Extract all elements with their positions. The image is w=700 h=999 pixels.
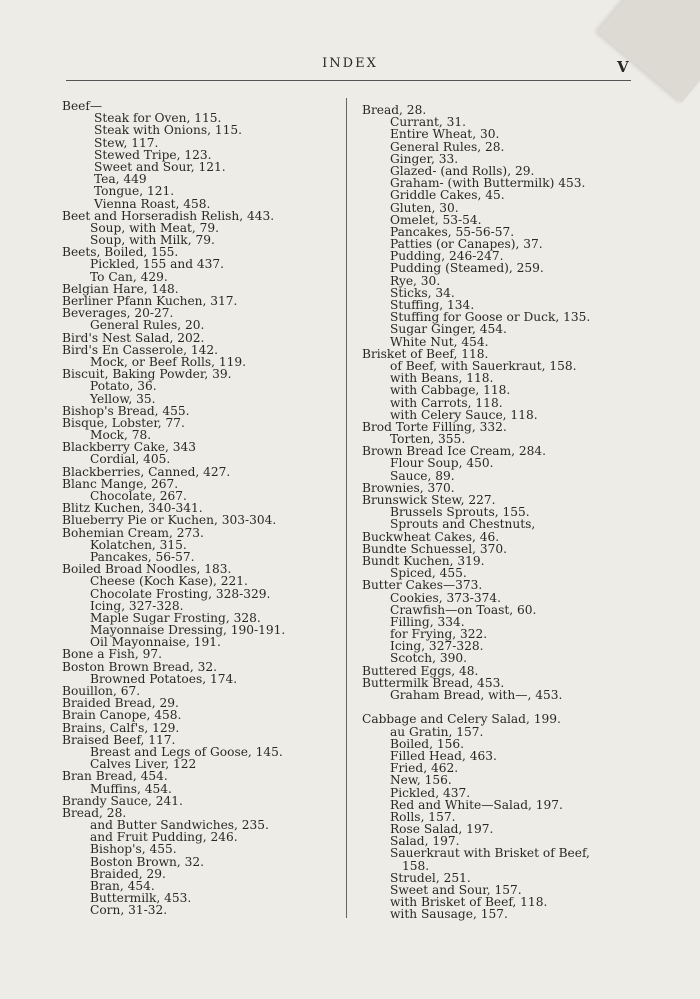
index-subentry: with Sausage, 157. — [390, 907, 508, 922]
index-subentry: 158. — [402, 858, 430, 873]
index-entry: Beets, Boiled, 155. — [62, 245, 179, 260]
index-subentry: Graham- (with Buttermilk) 453. — [390, 176, 586, 191]
index-subentry: Cheese (Koch Kase), 221. — [90, 574, 248, 589]
index-entry: Bone a Fish, 97. — [62, 647, 162, 662]
index-subentry: Boston Brown, 32. — [90, 854, 205, 869]
index-subentry: Bishop's, 455. — [90, 842, 177, 857]
index-subentry: Glazed- (and Rolls), 29. — [390, 163, 535, 178]
index-subentry: Stewed Tripe, 123. — [94, 147, 212, 162]
index-subentry: Pancakes, 55-56-57. — [390, 224, 515, 239]
index-subentry: Calves Liver, 122 — [90, 757, 197, 772]
index-subentry: Pickled, 155 and 437. — [90, 257, 225, 272]
index-subentry: Mayonnaise Dressing, 190-191. — [90, 623, 286, 638]
index-subentry: Gluten, 30. — [390, 200, 459, 215]
index-entry: Belgian Hare, 148. — [62, 281, 179, 296]
index-subentry: with Carrots, 118. — [390, 395, 503, 410]
index-entry: Brown Bread Ice Cream, 284. — [362, 444, 547, 459]
index-entry: Blueberry Pie or Kuchen, 303-304. — [62, 513, 277, 528]
index-subentry: Breast and Legs of Goose, 145. — [90, 744, 283, 759]
index-subentry: and Butter Sandwiches, 235. — [90, 818, 269, 833]
index-subentry: au Gratin, 157. — [390, 724, 484, 739]
index-subentry: Ginger, 33. — [390, 151, 459, 166]
index-entry: Blitz Kuchen, 340-341. — [62, 501, 203, 516]
index-subentry: Browned Potatoes, 174. — [90, 671, 238, 686]
index-subentry: Pancakes, 56-57. — [90, 549, 195, 564]
index-subentry: Salad, 197. — [390, 834, 460, 849]
index-subentry: Yellow, 35. — [90, 391, 156, 406]
index-entry: Brain Canope, 458. — [62, 708, 182, 723]
index-subentry: Griddle Cakes, 45. — [390, 188, 505, 203]
index-subentry: Stew, 117. — [94, 135, 159, 150]
index-entry: Blackberries, Canned, 427. — [62, 464, 231, 479]
index-subentry: with Cabbage, 118. — [390, 383, 511, 398]
index-subentry: Brussels Sprouts, 155. — [390, 505, 530, 520]
index-subentry: White Nut, 454. — [390, 334, 489, 349]
index-entry: Brownies, 370. — [362, 480, 455, 495]
index-entry: Boston Brown Bread, 32. — [62, 659, 217, 674]
index-subentry: Cordial, 405. — [90, 452, 171, 467]
index-subentry: Fried, 462. — [390, 761, 459, 776]
index-entry: Biscuit, Baking Powder, 39. — [62, 367, 232, 382]
index-entry: Berliner Pfann Kuchen, 317. — [62, 294, 238, 308]
index-subentry: Rolls, 157. — [390, 809, 456, 824]
index-entry: Brandy Sauce, 241. — [62, 793, 183, 808]
index-subentry: Sauce, 89. — [390, 468, 455, 483]
index-subentry: Corn, 31-32. — [90, 903, 168, 918]
index-entry: Brod Torte Filling, 332. — [362, 419, 507, 434]
index-subentry: Torten, 355. — [390, 432, 466, 447]
index-subentry: Rose Salad, 197. — [390, 822, 494, 837]
index-entry: Brunswick Stew, 227. — [362, 493, 496, 507]
index-entry: Braided Bread, 29. — [62, 696, 179, 711]
index-subentry: Buttermilk, 453. — [90, 891, 192, 906]
index-entry: Beef— — [62, 99, 103, 113]
index-subentry: Spiced, 455. — [390, 566, 467, 581]
index-subentry: To Can, 429. — [90, 269, 168, 284]
index-subentry: Pudding, 246-247. — [390, 249, 504, 264]
index-subentry: Icing, 327-328. — [90, 598, 184, 613]
index-subentry: Chocolate Frosting, 328-329. — [90, 586, 271, 601]
index-entry: Buttered Eggs, 48. — [362, 663, 479, 678]
index-column-right — [362, 104, 590, 921]
index-subentry: Maple Sugar Frosting, 328. — [90, 610, 261, 625]
index-subentry: Steak for Oven, 115. — [94, 111, 222, 126]
index-subentry: Pickled, 437. — [390, 785, 471, 800]
index-subentry: Potato, 36. — [90, 379, 157, 394]
index-subentry: Scotch, 390. — [390, 651, 467, 666]
index-subentry: Oil Mayonnaise, 191. — [90, 635, 221, 650]
index-subentry: Cookies, 373-374. — [390, 590, 502, 605]
index-subentry: Currant, 31. — [390, 115, 466, 130]
index-entry: Blanc Mange, 267. — [62, 476, 179, 491]
index-subentry: Steak with Onions, 115. — [94, 123, 242, 138]
index-entry: Bran Bread, 454. — [62, 769, 168, 784]
index-entry: Bohemian Cream, 273. — [62, 525, 204, 540]
page-title: INDEX — [322, 56, 378, 71]
index-subentry: Graham Bread, with—, 453. — [390, 688, 563, 702]
index-subentry: Sweet and Sour, 157. — [390, 883, 522, 897]
index-subentry: New, 156. — [390, 773, 452, 788]
index-subentry: Omelet, 53-54. — [390, 212, 482, 227]
index-column-left — [62, 100, 285, 917]
index-subentry: Boiled, 156. — [390, 736, 464, 751]
index-subentry: Vienna Roast, 458. — [94, 196, 211, 211]
page-header — [0, 0, 700, 90]
index-subentry: with Beans, 118. — [390, 371, 494, 386]
index-subentry: Stuffing for Goose or Duck, 135. — [390, 310, 591, 325]
index-subentry: Flour Soup, 450. — [390, 456, 494, 471]
index-subentry: Braided, 29. — [90, 866, 166, 881]
index-subentry: Muffins, 454. — [90, 781, 172, 796]
index-subentry: Red and White—Salad, 197. — [390, 797, 563, 812]
index-subentry: Soup, with Meat, 79. — [90, 220, 220, 235]
column-divider — [346, 98, 347, 918]
index-entry: Bird's En Casserole, 142. — [62, 342, 219, 357]
index-subentry: Pudding (Steamed), 259. — [390, 261, 544, 276]
index-subentry: Icing, 327-328. — [390, 639, 484, 654]
index-entry: Brisket of Beef, 118. — [362, 346, 489, 361]
index-subentry: Tongue, 121. — [94, 184, 175, 199]
index-subentry: Filled Head, 463. — [390, 748, 497, 763]
index-entry: Buckwheat Cakes, 46. — [362, 529, 500, 544]
index-entry: Bundt Kuchen, 319. — [362, 553, 485, 568]
index-subentry: Patties (or Canapes), 37. — [390, 237, 543, 252]
index-subentry: Strudel, 251. — [390, 870, 471, 885]
index-entry: Butter Cakes—373. — [362, 578, 483, 593]
index-subentry: Sugar Ginger, 454. — [390, 322, 507, 337]
index-subentry: Sprouts and Chestnuts, — [390, 517, 536, 532]
index-entry: Brains, Calf's, 129. — [62, 720, 180, 735]
index-subentry: with Brisket of Beef, 118. — [390, 895, 548, 910]
index-entry: Braised Beef, 117. — [62, 732, 176, 747]
index-subentry: Stuffing, 134. — [390, 298, 475, 312]
index-entry: Boiled Broad Noodles, 183. — [62, 562, 232, 577]
index-entry: Blackberry Cake, 343 — [62, 440, 196, 455]
index-entry: Bird's Nest Salad, 202. — [62, 330, 205, 345]
index-subentry: of Beef, with Sauerkraut, 158. — [390, 358, 577, 373]
index-entry: Bread, 28. — [362, 103, 427, 117]
index-subentry: Crawfish—on Toast, 60. — [390, 602, 537, 617]
header-rule — [66, 80, 631, 81]
index-subentry: Sweet and Sour, 121. — [94, 159, 226, 174]
index-subentry: Tea, 449 — [94, 172, 147, 187]
index-subentry: Kolatchen, 315. — [90, 537, 187, 552]
index-entry: Beet and Horseradish Relish, 443. — [62, 208, 275, 223]
index-entry: Bouillon, 67. — [62, 684, 141, 698]
index-subentry: Filling, 334. — [390, 614, 465, 629]
page-number: V — [617, 58, 629, 76]
index-entry: Bread, 28. — [62, 805, 127, 820]
index-entry: Bundte Schuessel, 370. — [362, 541, 508, 556]
index-subentry: Sticks, 34. — [390, 285, 455, 300]
index-subentry: Chocolate, 267. — [90, 489, 187, 503]
index-entry: Bishop's Bread, 455. — [62, 403, 190, 418]
index-subentry: Mock, 78. — [90, 428, 152, 443]
index-subentry: for Frying, 322. — [390, 627, 488, 642]
index-subentry: Mock, or Beef Rolls, 119. — [90, 354, 247, 369]
index-subentry: Rye, 30. — [390, 273, 441, 288]
index-subentry: Entire Wheat, 30. — [390, 127, 500, 142]
index-subentry: with Celery Sauce, 118. — [390, 407, 538, 422]
index-entry: Buttermilk Bread, 453. — [362, 675, 505, 690]
index-subentry: and Fruit Pudding, 246. — [90, 830, 238, 845]
index-entry: Bisque, Lobster, 77. — [62, 415, 185, 430]
index-subentry: General Rules, 20. — [90, 318, 205, 333]
index-subentry: Soup, with Milk, 79. — [90, 233, 215, 248]
index-subentry: General Rules, 28. — [390, 139, 505, 154]
index-subentry: Bran, 454. — [90, 879, 155, 893]
index-subentry: Sauerkraut with Brisket of Beef, — [390, 846, 590, 861]
index-entry: Cabbage and Celery Salad, 199. — [362, 712, 561, 727]
index-entry: Beverages, 20-27. — [62, 306, 174, 321]
